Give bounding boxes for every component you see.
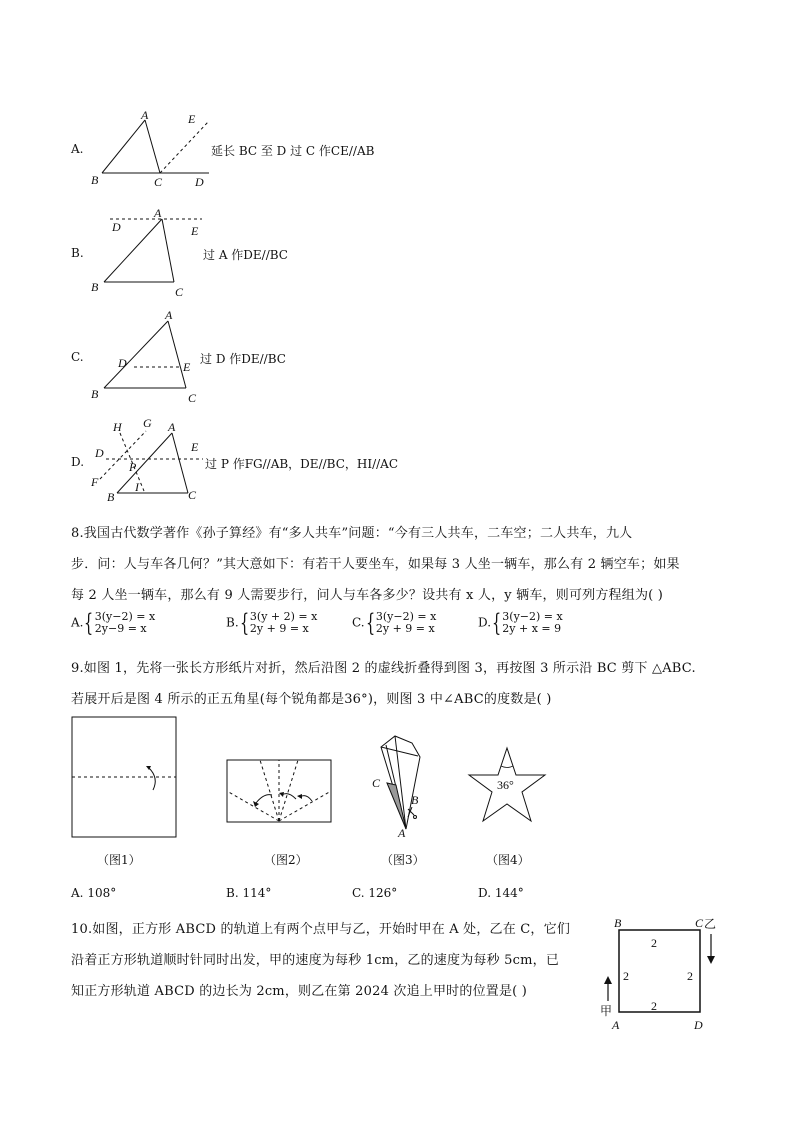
q7d-label-a: A [168, 420, 176, 434]
q7-option-a-text: 延长 BC 至 D 过 C 作CE//AB [211, 144, 375, 158]
q7-option-a-letter: A. [71, 142, 84, 156]
q10-label-d: D [694, 1018, 703, 1032]
q7a-label-a: A [141, 108, 149, 122]
q7-option-d-text: 过 P 作FG//AB，DE//BC，HI//AC [205, 457, 399, 471]
q7d-label-i: I [135, 480, 139, 494]
q9-caption-2: （图2） [264, 853, 308, 867]
q9-option-a: A. 108° [71, 886, 117, 900]
q7-option-b-text: 过 A 作DE//BC [203, 248, 288, 262]
q7-option-d-letter: D. [71, 455, 85, 469]
q9-line-2: 若展开后是图 4 所示的正五角星(每个锐角都是36°)，则图 3 中∠ABC的度数是( ) [71, 692, 552, 707]
q9-caption-3: （图3） [381, 853, 425, 867]
q7d-label-p: P [129, 460, 137, 474]
q10-side-left: 2 [623, 969, 629, 983]
q10-arrow-down-icon [707, 956, 715, 964]
q7-option-b-figure [88, 203, 208, 298]
q9-figure-2 [226, 759, 332, 823]
q7d-label-d: D [95, 446, 104, 460]
q7-option-c-text: 过 D 作DE//BC [200, 352, 286, 366]
q10-square-figure [595, 912, 730, 1035]
q7d-label-b: B [107, 490, 115, 504]
q7b-label-b: B [91, 280, 99, 294]
q7b-label-e: E [191, 224, 199, 238]
q7d-label-c: C [188, 488, 197, 502]
q7d-label-e: E [191, 440, 199, 454]
q7c-label-d: D [118, 356, 127, 370]
q8-line-2: 步．问：人与车各几何？”其大意如下：有若干人要坐车，如果每 3 人坐一辆车，那么有 2 辆空车；如果 [71, 557, 680, 572]
q8-line-3: 每 2 人坐一辆车，那么有 9 人需要步行，问人与车各多少？设共有 x 人，y 辆车，则可列方程组为( ) [71, 588, 664, 603]
q9-caption-4: （图4） [486, 853, 530, 867]
q7c-label-b: B [91, 387, 99, 401]
q7b-label-d: D [112, 220, 121, 234]
q7-option-c-figure [88, 305, 208, 405]
q8-option-b: B.{3(y + 2) = x 2y + 9 = x [226, 609, 318, 637]
q9-figure-1 [71, 716, 179, 839]
q10-line-1: 10.如图，正方形 ABCD 的轨道上有两个点甲与乙，开始时甲在 A 处，乙在 C，它们 [71, 922, 571, 937]
q7a-label-d: D [195, 175, 204, 189]
q10-side-right: 2 [687, 969, 693, 983]
q9-figure-4 [465, 746, 549, 828]
q8-option-d: D.{3(y−2) = x 2y + x = 9 [478, 609, 563, 637]
q7d-label-f: F [91, 475, 99, 489]
q10-side-bottom: 2 [651, 999, 657, 1013]
q10-label-a: A [612, 1018, 620, 1032]
q7d-label-g: G [143, 416, 152, 430]
q9-line-1: 9.如图 1，先将一张长方形纸片对折，然后沿图 2 的虚线折叠得到图 3，再按图 3 所示沿 BC 剪下 △ABC. [71, 661, 696, 676]
q7-option-d-figure [88, 413, 210, 508]
q7c-label-a: A [165, 308, 173, 322]
q7d-label-h: H [113, 420, 122, 434]
q7-option-a-figure [88, 105, 213, 190]
q10-label-c: C [695, 916, 704, 930]
q10-line-2: 沿着正方形轨道顺时针同时出发，甲的速度为每秒 1cm，乙的速度为每秒 5cm，已 [71, 953, 560, 968]
q7b-label-a: A [154, 206, 162, 220]
q9-option-c: C. 126° [352, 886, 398, 900]
q7c-label-e: E [183, 360, 191, 374]
q10-label-yi: 乙 [704, 917, 717, 931]
q9-option-b: B. 114° [226, 886, 272, 900]
q10-side-top: 2 [651, 936, 657, 950]
q9-option-d: D. 144° [478, 886, 524, 900]
q9-fig3-label-a: A [398, 826, 406, 840]
q7a-label-e: E [188, 112, 196, 126]
q7a-label-c: C [154, 175, 163, 189]
q8-option-c: C.{3(y−2) = x 2y + 9 = x [352, 609, 437, 637]
q8-option-a: A.{3(y−2) = x 2y−9 = x [71, 609, 156, 637]
q7-option-b-letter: B. [71, 246, 84, 260]
q9-caption-1: （图1） [97, 853, 141, 867]
q9-figure-3 [368, 733, 428, 839]
q9-fig3-label-c: C [372, 776, 381, 790]
q9-fig3-label-b: B [411, 793, 419, 807]
q7b-label-c: C [175, 285, 184, 299]
q7c-label-c: C [188, 391, 197, 405]
q10-label-jia: 甲 [600, 1004, 613, 1018]
q7a-label-b: B [91, 173, 99, 187]
q7-option-c-letter: C. [71, 350, 84, 364]
q8-line-1: 8.我国古代数学著作《孙子算经》有“多人共车”问题：“今有三人共车，二车空；二人共车，九人 [71, 526, 633, 541]
q10-line-3: 知正方形轨道 ABCD 的边长为 2cm，则乙在第 2024 次追上甲时的位置是( ) [71, 984, 528, 999]
q10-label-b: B [614, 916, 622, 930]
q10-arrow-up-icon [604, 976, 612, 984]
q9-fig4-angle: 36° [497, 778, 514, 792]
